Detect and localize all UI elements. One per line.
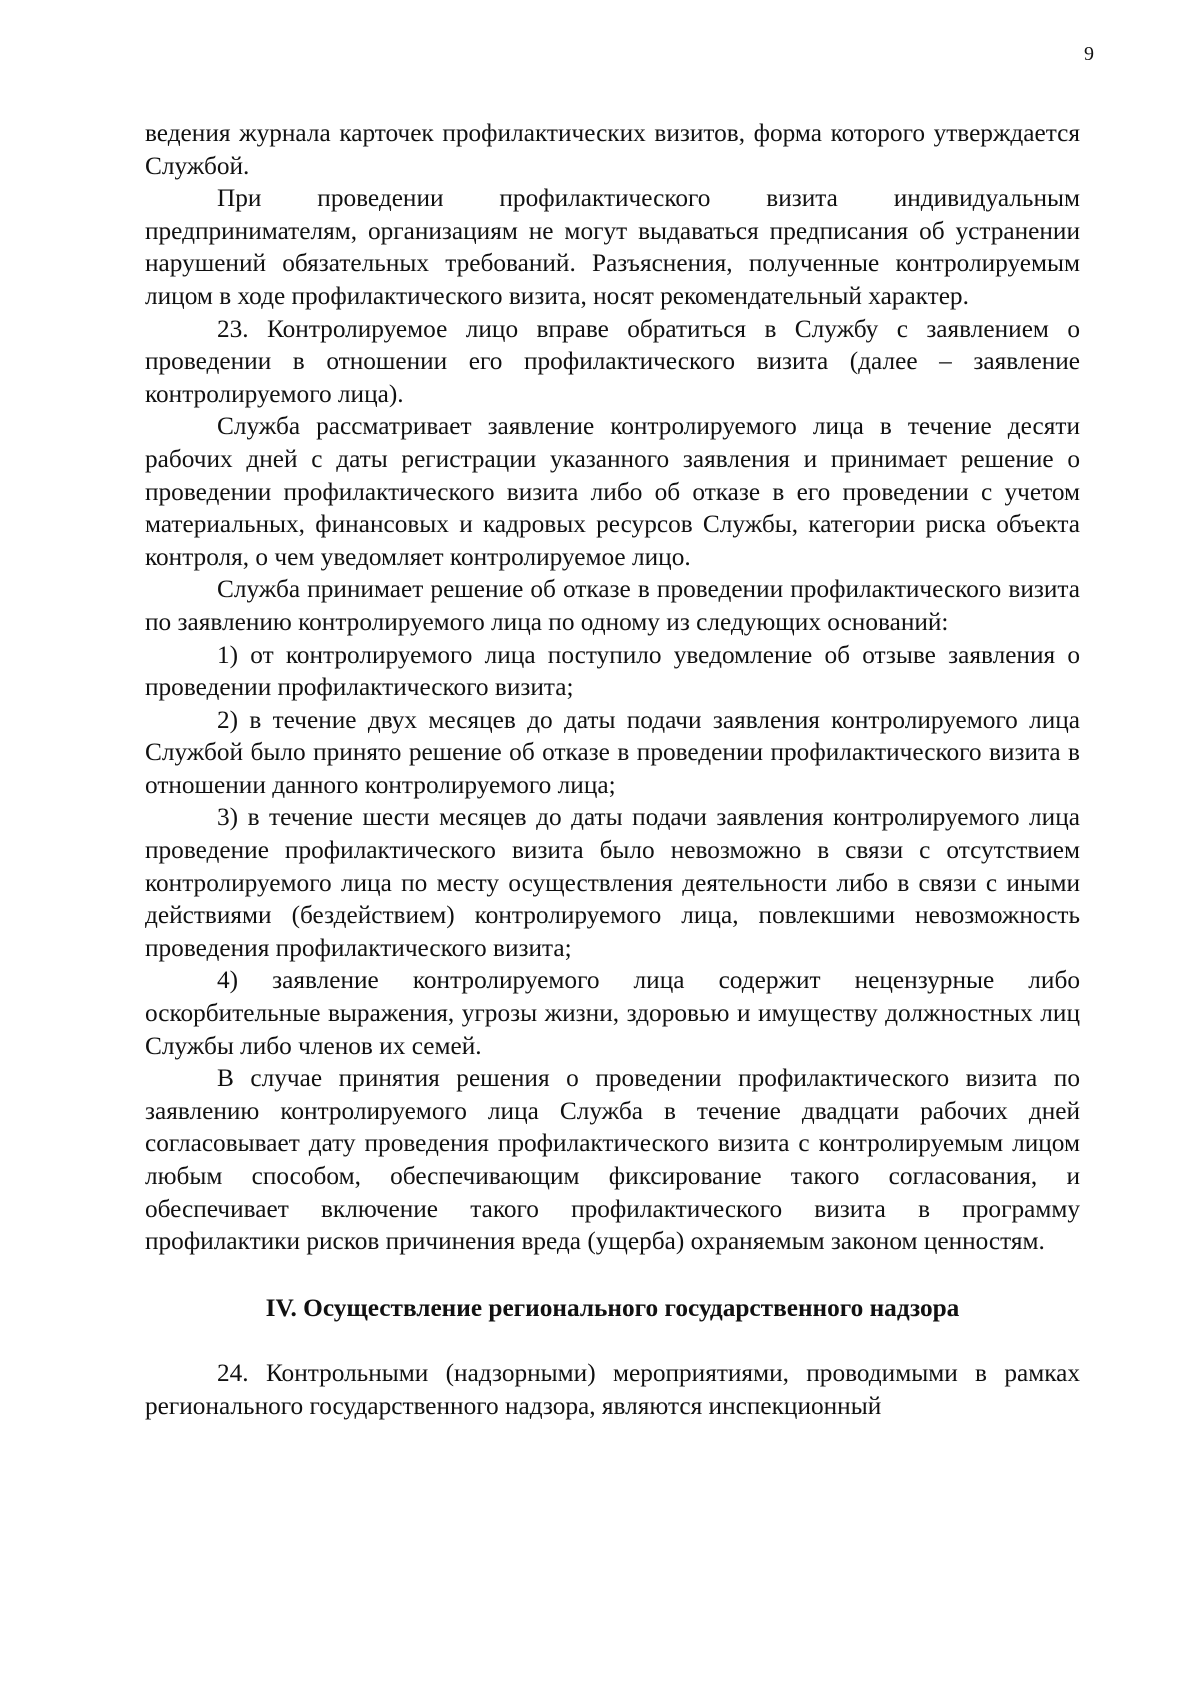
paragraph: 24. Контрольными (надзорными) мероприятиями, проводимыми в рамках регионального государственного надзора, являются инспекционный — [145, 1359, 1080, 1420]
list-item: 1) от контролируемого лица поступило уведомление об отзыве заявления о проведении профилактического визита; — [145, 640, 1080, 702]
document-body — [145, 117, 1080, 1423]
section-heading: IV. Осуществление регионального государственного надзора — [265, 1293, 960, 1322]
list-item: 2) в течение двух месяцев до даты подачи заявления контролируемого лица Службой было принято решение об отказе в проведении профилактического визита в отношении данного контролируемого лица; — [145, 705, 1080, 799]
list-item: 4) заявление контролируемого лица содержит нецензурные либо оскорбительные выражения, угрозы жизни, здоровью и имуществу должностных лиц Службы либо членов их семей. — [145, 966, 1080, 1060]
page-number: 9 — [1084, 43, 1094, 65]
paragraph: Служба принимает решение об отказе в проведении профилактического визита по заявлению контролируемого лица по одному из следующих оснований: — [145, 575, 1080, 636]
paragraph: В случае принятия решения о проведении профилактического визита по заявлению контролируемого лица Служба в течение двадцати рабочих дней согласовывает дату проведения профилактического визита с контролируемым лицом любым способом, обеспечивающим фиксирование такого согласования, и обеспечивает включение такого профилактического визита в программу профилактики рисков причинения вреда (ущерба) охраняемым законом ценностям. — [145, 1064, 1080, 1256]
paragraph: При проведении профилактического визита индивидуальным предпринимателям, организациям не могут выдаваться предписания об устранении нарушений обязательных требований. Разъяснения, полученные контролируемым лицом в ходе профилактического визита, носят рекомендательный характер. — [145, 184, 1080, 310]
paragraph: 23. Контролируемое лицо вправе обратиться в Службу с заявлением о проведении в отношении его профилактического визита (далее – заявление контролируемого лица). — [145, 314, 1080, 408]
list-item: 3) в течение шести месяцев до даты подачи заявления контролируемого лица проведение профилактического визита было невозможно в связи с отсутствием контролируемого лица по месту осуществления деятельности либо в связи с иными действиями (бездействием) контролируемого лица, повлекшими невозможность проведения профилактического визита; — [145, 803, 1080, 962]
paragraph: Служба рассматривает заявление контролируемого лица в течение десяти рабочих дней с даты регистрации указанного заявления и принимает решение о проведении профилактического визита либо об отказе в его проведении с учетом материальных, финансовых и кадровых ресурсов Службы, категории риска объекта контроля, о чем уведомляет контролируемое лицо. — [145, 412, 1080, 571]
paragraph: ведения журнала карточек профилактических визитов, форма которого утверждается Службой. — [145, 119, 1080, 180]
